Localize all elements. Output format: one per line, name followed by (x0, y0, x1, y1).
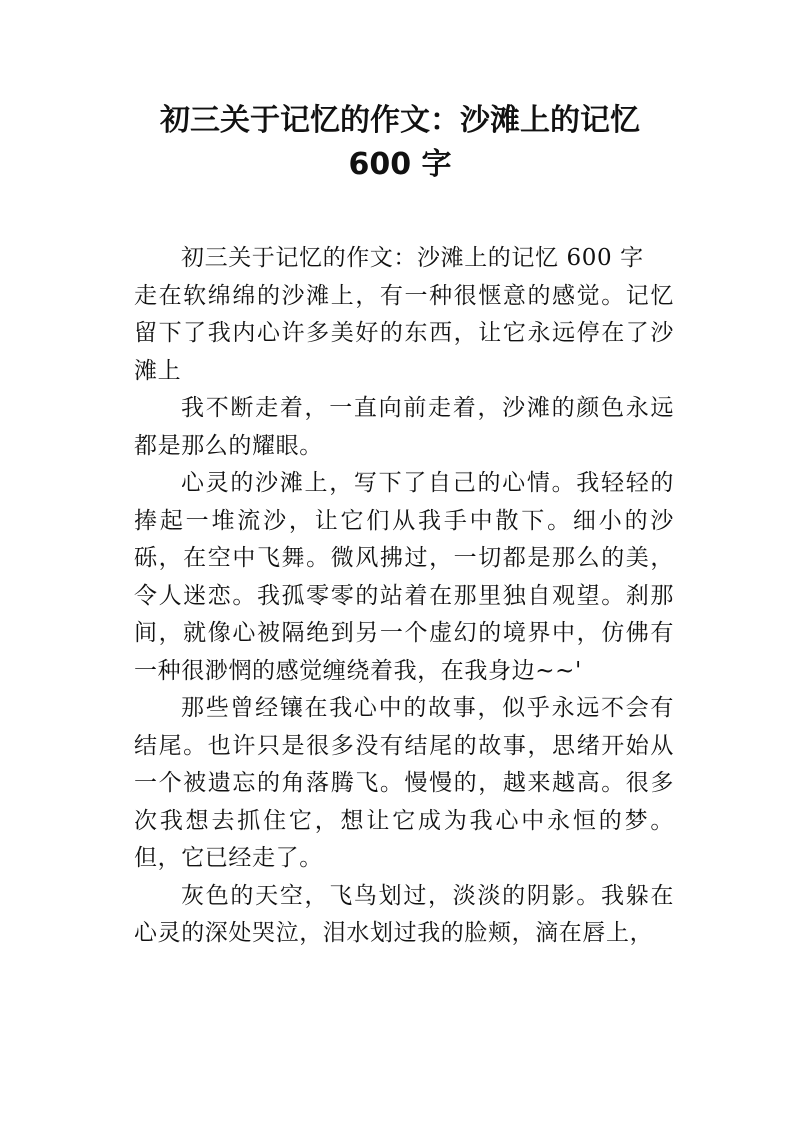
paragraph: 心灵的沙滩上，写下了自己的心情。我轻轻的捧起一堆流沙，让它们从我手中散下。细小的沙砾，在空中飞舞。微风拂过，一切都是那么的美，令人迷恋。我孤零零的站着在那里独自观望。刹那间，就像心被隔绝到另一个虚幻的境界中，仿佛有一种很渺惘的感觉缠绕着我，在我身边~~' (134, 470, 674, 684)
paragraph-intro: 走在软绵绵的沙滩上，有一种很惬意的感觉。记忆留下了我内心许多美好的东西，让它永远停在了沙滩上 (134, 282, 674, 384)
document-title-line-1: 初三关于记忆的作文：沙滩上的记忆 (160, 103, 640, 138)
document-body (134, 240, 674, 953)
document-title-line-2: 600 字 (348, 147, 452, 182)
paragraph: 我不断走着，一直向前走着，沙滩的颜色永远都是那么的耀眼。 (134, 395, 674, 459)
paragraph-subtitle: 初三关于记忆的作文：沙滩上的记忆 600 字 (181, 245, 644, 271)
paragraph: 那些曾经镶在我心中的故事，似乎永远不会有结尾。也许只是很多没有结尾的故事，思绪开始从一个被遗忘的角落腾飞。慢慢的，越来越高。很多次我想去抓住它，想让它成为我心中永恒的梦。但，它已经走了。 (134, 695, 674, 871)
paragraph: 灰色的天空，飞鸟划过，淡淡的阴影。我躲在心灵的深处哭泣，泪水划过我的脸颊，滴在唇上， (134, 882, 674, 946)
